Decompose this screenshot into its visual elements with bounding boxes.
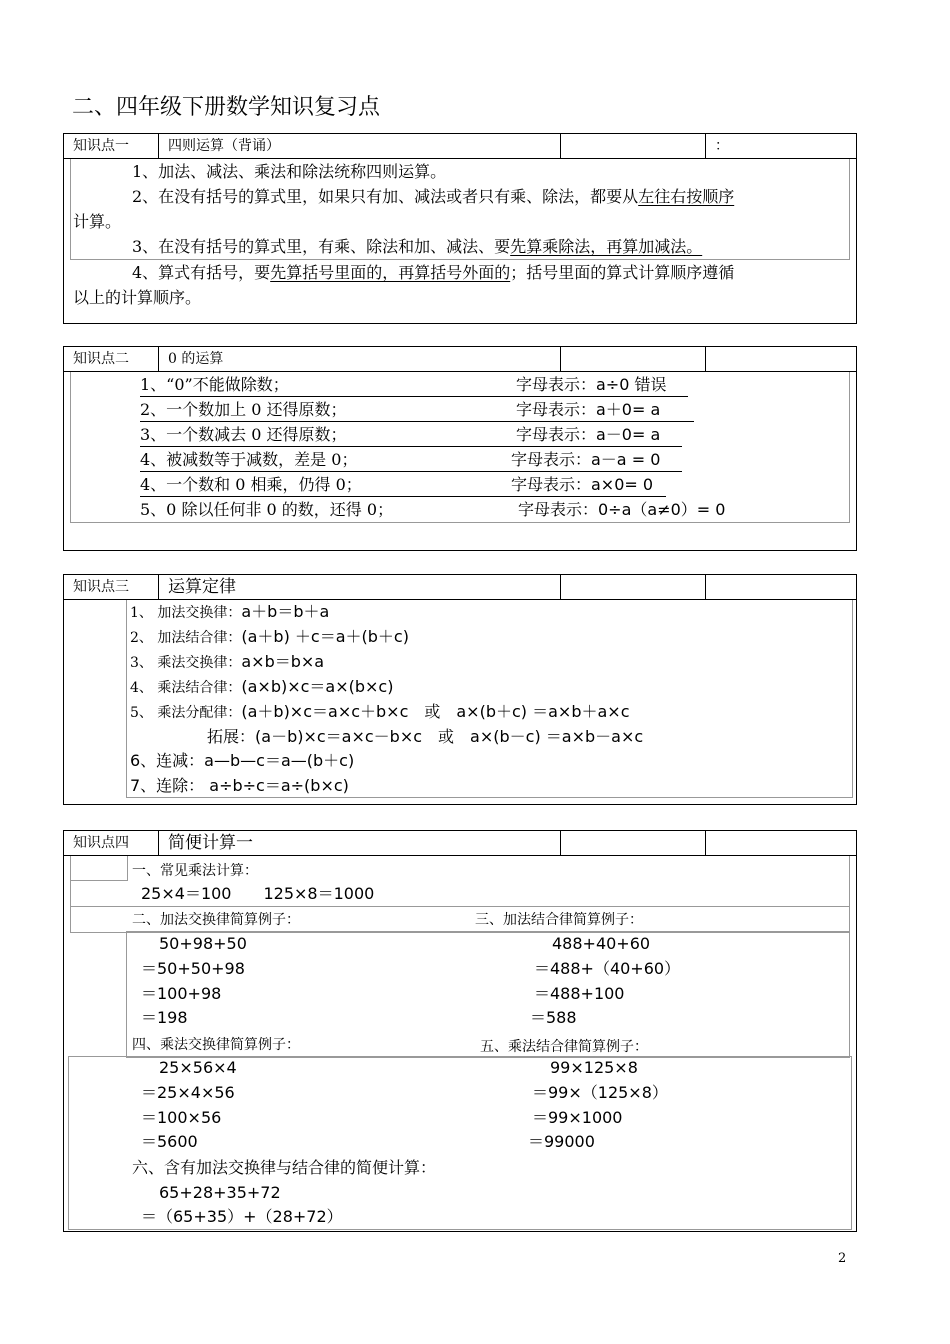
zero-formula-5: 字母表示：a×0= 0 <box>511 475 654 494</box>
zero-formula-6: 字母表示：0÷a（a≠0）= 0 <box>518 500 726 519</box>
extension-label: 拓展： <box>207 727 256 746</box>
zero-rule-2: 2、一个数加上 0 还得原数； <box>140 400 347 419</box>
calc-line: ＝100×56 <box>141 1108 222 1127</box>
section-label: 知识点四 <box>64 831 159 855</box>
calc-line: ＝（65+35）+（28+72） <box>141 1207 343 1226</box>
law-5-name: 5、 乘法分配律： <box>130 705 242 721</box>
calc-line: ＝488+（40+60） <box>534 959 681 978</box>
law-1-name: 1、 加法交换律： <box>130 605 242 621</box>
zero-rule-1: 1、“0”不能做除数； <box>140 375 289 394</box>
section-label: 知识点三 <box>64 575 159 599</box>
section-name: 四则运算（背诵） <box>159 134 561 158</box>
law-1 <box>130 601 329 624</box>
section-2 <box>63 346 857 551</box>
frame-cell <box>70 856 128 881</box>
header-cell <box>706 831 856 855</box>
page-number: 2 <box>838 1251 847 1266</box>
law-5-extension <box>207 726 643 748</box>
header-cell <box>561 575 706 599</box>
law-3-formula: a×b＝b×a <box>241 652 325 671</box>
rule-4-text-2: ；括号里面的算式计算顺序遵循 <box>510 263 735 282</box>
section-4 <box>63 830 857 1232</box>
law-3-name: 3、 乘法交换律： <box>130 655 242 671</box>
rule-4 <box>132 262 734 284</box>
law-5 <box>130 701 630 724</box>
law-2-formula: (a＋b) ＋c＝a＋(b＋c) <box>241 627 409 646</box>
zero-formula-1: 字母表示：a÷0 错误 <box>516 375 667 394</box>
zero-rule-5: 4、一个数和 0 相乘，仍得 0； <box>140 475 362 494</box>
zero-rule-3: 3、一个数减去 0 还得原数； <box>140 425 347 444</box>
header-cell <box>561 134 706 158</box>
law-3 <box>130 651 324 674</box>
calc-line: 65+28+35+72 <box>159 1183 281 1202</box>
law-4-name: 4、 乘法结合律： <box>130 680 242 696</box>
rule-3-underlined: 先算乘除法，再算加减法。 <box>510 237 703 256</box>
underline <box>140 396 688 397</box>
underline <box>140 496 666 497</box>
rule-4-text: 4、算式有括号，要 <box>132 263 271 282</box>
calc-line: ＝99×（125×8） <box>532 1083 668 1102</box>
calc-line: ＝50+50+98 <box>141 959 245 978</box>
calc-line: ＝25×4×56 <box>141 1083 235 1102</box>
zero-formula-4: 字母表示：a－a = 0 <box>511 450 661 469</box>
rule-2-text: 2、在没有括号的算式里，如果只有加、减法或者只有乘、除法，都要从 <box>132 187 639 206</box>
zero-formula-3: 字母表示：a－0= a <box>516 425 661 444</box>
section-header <box>64 347 856 372</box>
calc-line: ＝5600 <box>141 1132 198 1151</box>
rule-3-text: 3、在没有括号的算式里，有乘、除法和加、减法、要 <box>132 237 511 256</box>
rule-3 <box>132 236 702 258</box>
law-6: 6、连减：a—b—c＝a—(b＋c) <box>130 751 355 770</box>
zero-formula-2: 字母表示：a＋0= a <box>516 400 661 419</box>
calc-line: ＝198 <box>141 1008 188 1027</box>
underline <box>140 471 682 472</box>
section-header <box>64 134 856 159</box>
underline <box>140 446 682 447</box>
header-cell <box>561 347 706 371</box>
underline <box>140 421 694 422</box>
section-1 <box>63 133 857 324</box>
page-title: 二、四年级下册数学知识复习点 <box>72 95 381 120</box>
calc-line: 25×56×4 <box>159 1058 237 1077</box>
rule-2-underlined: 左往右按顺序 <box>638 187 735 206</box>
zero-rule-6: 5、0 除以任何非 0 的数，还得 0； <box>140 500 394 519</box>
calc-line: ＝488+100 <box>534 984 625 1003</box>
calc-line: 488+40+60 <box>552 934 651 953</box>
rule-1: 1、加法、减法、乘法和除法统称四则运算。 <box>132 162 447 181</box>
rule-2-cont: 计算。 <box>73 212 122 231</box>
calc-line: ＝99000 <box>528 1132 595 1151</box>
section-header <box>64 831 856 856</box>
common-multiplication-examples: 25×4＝100 125×8＝1000 <box>141 884 375 903</box>
calc-line: 50+98+50 <box>159 934 247 953</box>
calc-line: 99×125×8 <box>550 1058 638 1077</box>
law-4 <box>130 676 393 699</box>
multiplication-associative-heading: 五、乘法结合律简算例子： <box>480 1039 648 1055</box>
multiplication-commutative-heading: 四、乘法交换律简算例子： <box>132 1037 300 1053</box>
law-7: 7、连除： a÷b÷c＝a÷(b×c) <box>130 776 349 795</box>
rule-4-cont: 以上的计算顺序。 <box>73 288 202 307</box>
section-label: 知识点一 <box>64 134 159 158</box>
section-label: 知识点二 <box>64 347 159 371</box>
calc-line: ＝99×1000 <box>532 1108 623 1127</box>
section-name: 0 的运算 <box>159 347 561 371</box>
combined-laws-heading: 六、含有加法交换律与结合律的简便计算： <box>132 1158 437 1177</box>
addition-commutative-heading: 二、加法交换律简算例子： <box>132 912 300 928</box>
law-1-formula: a＋b＝b＋a <box>241 602 330 621</box>
rule-4-underlined: 先算括号里面的，再算括号外面的 <box>270 263 511 282</box>
section-name: 简便计算一 <box>159 831 561 855</box>
law-2-name: 2、 加法结合律： <box>130 630 242 646</box>
header-cell-colon: ： <box>715 138 729 154</box>
law-5-formula: (a＋b)×c＝a×c＋b×c 或 a×(b＋c) ＝a×b＋a×c <box>241 702 630 721</box>
header-cell <box>561 831 706 855</box>
section-name: 运算定律 <box>159 575 561 599</box>
zero-rule-4: 4、被减数等于减数，差是 0； <box>140 450 358 469</box>
header-cell <box>706 575 856 599</box>
law-4-formula: (a×b)×c＝a×(b×c) <box>241 677 394 696</box>
addition-associative-heading: 三、加法结合律简算例子： <box>475 912 643 928</box>
header-cell <box>706 347 856 371</box>
section-header <box>64 575 856 600</box>
extension-formula: (a－b)×c＝a×c－b×c 或 a×(b－c) ＝a×b－a×c <box>255 727 644 746</box>
rule-2 <box>132 186 734 208</box>
common-multiplication-heading: 一、常见乘法计算： <box>132 863 258 879</box>
calc-line: ＝588 <box>530 1008 577 1027</box>
law-2 <box>130 626 409 649</box>
calc-line: ＝100+98 <box>141 984 222 1003</box>
section-3 <box>63 574 857 805</box>
